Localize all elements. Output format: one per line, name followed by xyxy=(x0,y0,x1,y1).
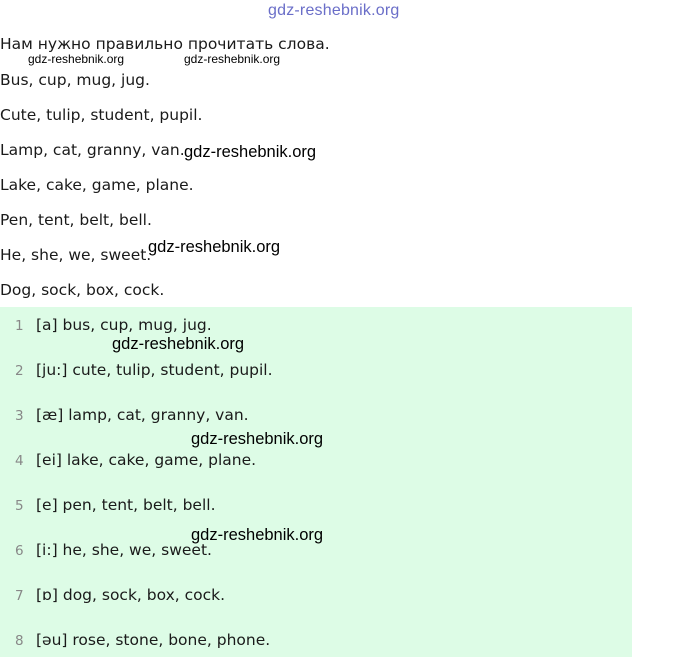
answer-number: 8 xyxy=(15,633,24,649)
answers-panel xyxy=(0,307,632,657)
word-line-1: Bus, cup, mug, jug. xyxy=(0,71,150,89)
word-line-3: Lamp, cat, granny, van. xyxy=(0,141,185,159)
answer-number: 4 xyxy=(15,453,24,469)
intro-text: Нам нужно правильно прочитать слова. xyxy=(0,35,330,53)
watermark-answer-3: gdz-reshebnik.org xyxy=(191,430,324,448)
answer-number: 6 xyxy=(15,543,24,559)
watermark-small-left: gdz-reshebnik.org xyxy=(28,52,125,66)
answer-text: [a] bus, cup, mug, jug. xyxy=(36,316,212,334)
answer-number: 1 xyxy=(15,318,24,334)
watermark-answer-1: gdz-reshebnik.org xyxy=(112,335,245,353)
word-line-4: Lake, cake, game, plane. xyxy=(0,176,194,194)
answer-number: 3 xyxy=(15,408,24,424)
watermark-small-right: gdz-reshebnik.org xyxy=(184,52,281,66)
watermark-line-he: gdz-reshebnik.org xyxy=(148,238,281,256)
answer-number: 5 xyxy=(15,498,24,514)
answer-number: 2 xyxy=(15,363,24,379)
word-line-5: Pen, tent, belt, bell. xyxy=(0,211,152,229)
answer-text: [ɒ] dog, sock, box, cock. xyxy=(36,586,226,604)
watermark-line-lamp: gdz-reshebnik.org xyxy=(184,143,317,161)
answer-text: [ju:] cute, tulip, student, pupil. xyxy=(36,361,273,379)
answer-number: 7 xyxy=(15,588,24,604)
watermark-answer-5: gdz-reshebnik.org xyxy=(191,526,324,544)
word-line-2: Cute, tulip, student, pupil. xyxy=(0,106,203,124)
watermark-top: gdz-reshebnik.org xyxy=(268,2,400,19)
word-line-7: Dog, sock, box, cock. xyxy=(0,281,165,299)
answer-text: [i:] he, she, we, sweet. xyxy=(36,541,212,559)
answer-text: [æ] lamp, cat, granny, van. xyxy=(36,406,249,424)
word-line-6: He, she, we, sweet. xyxy=(0,246,152,264)
answer-text: [ei] lake, cake, game, plane. xyxy=(36,451,257,469)
answer-text: [əu] rose, stone, bone, phone. xyxy=(36,631,271,649)
answer-text: [e] pen, tent, belt, bell. xyxy=(36,496,216,514)
